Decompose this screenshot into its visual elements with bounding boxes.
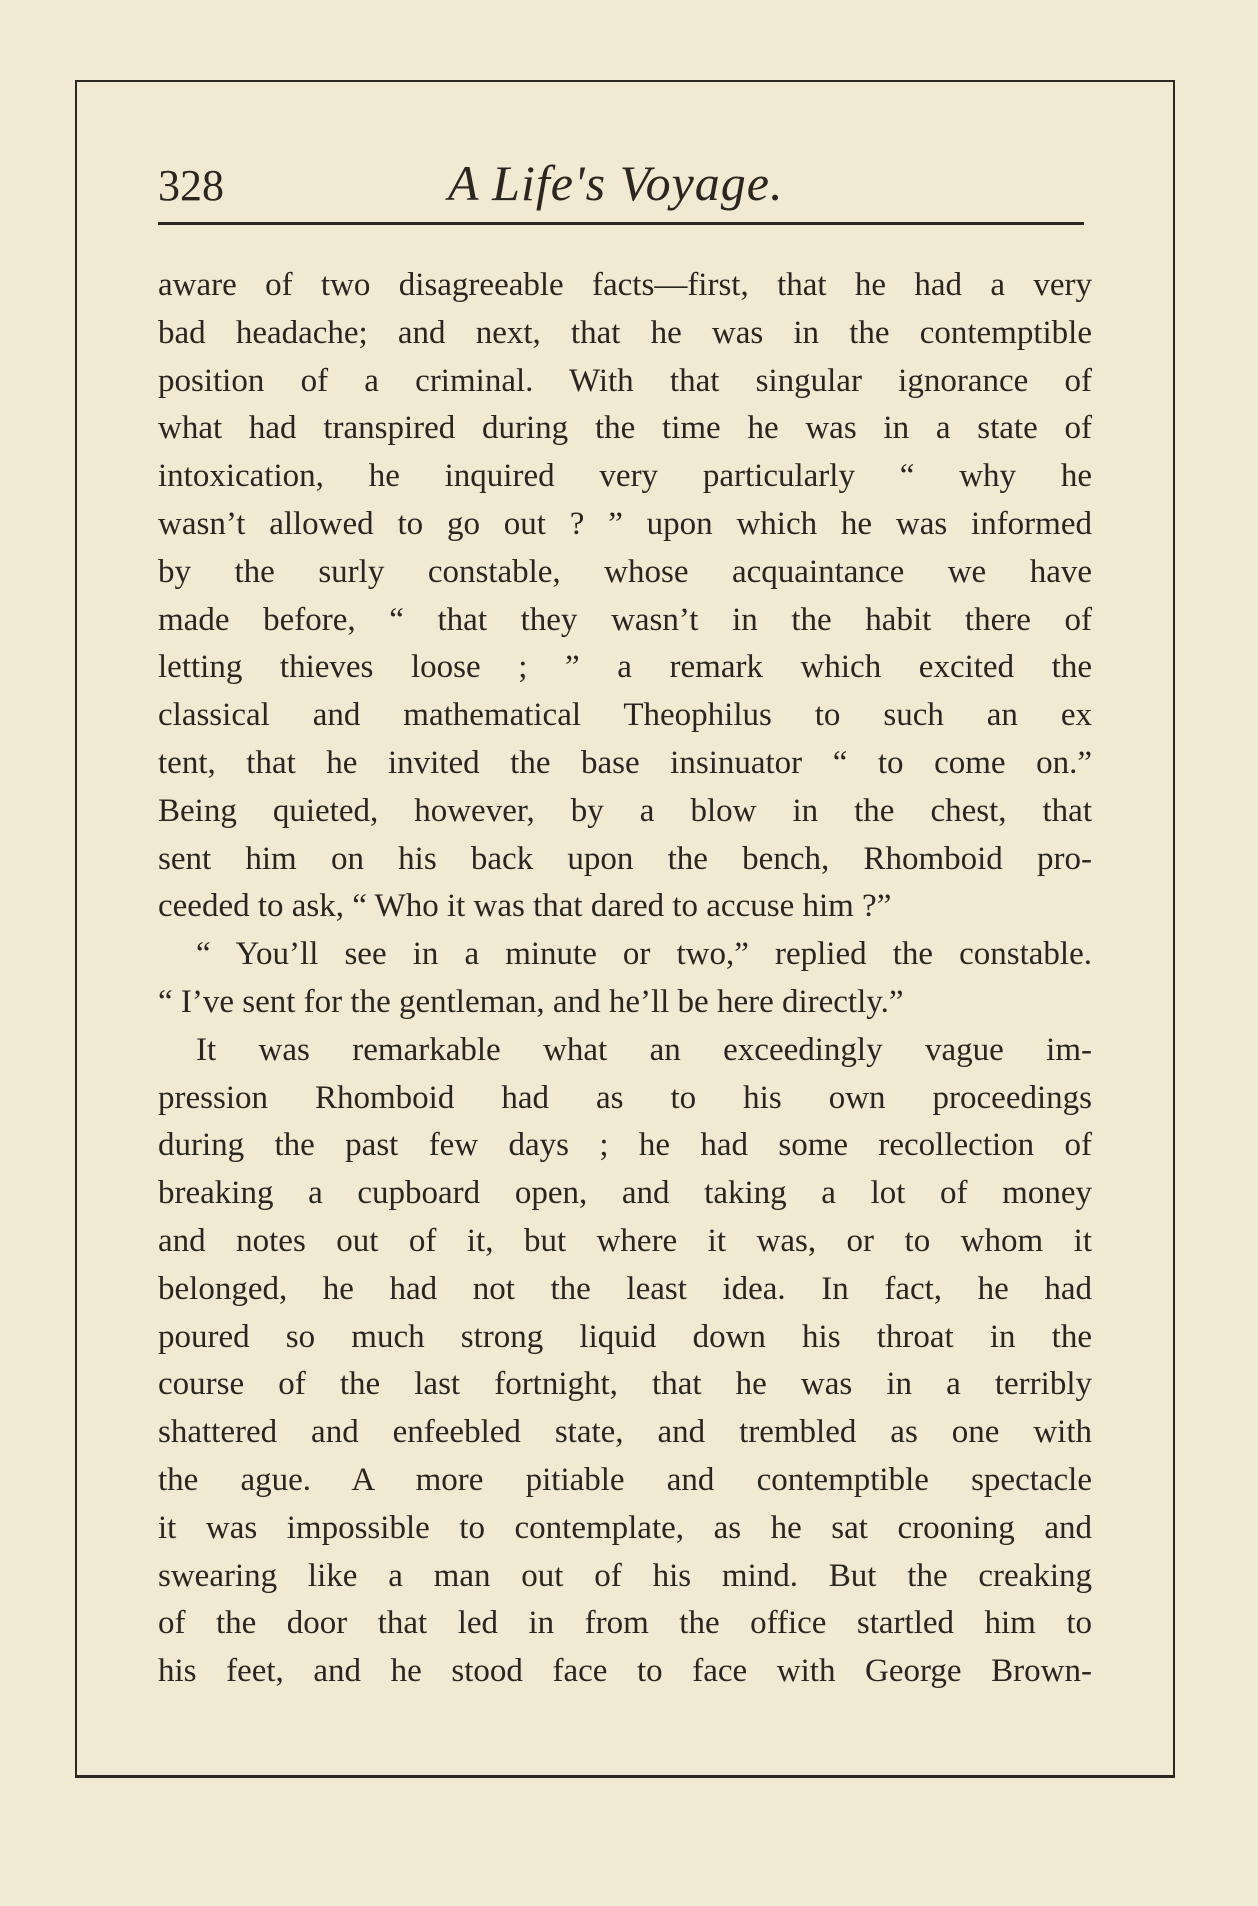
- text-line: during the past few days ; he had some recollection of: [158, 1127, 1092, 1164]
- text-line: “ You’ll see in a minute or two,” replied the constable.: [196, 936, 1092, 973]
- text-line: position of a criminal. With that singular ignorance of: [158, 362, 1092, 399]
- text-line: what had transpired during the time he was in a state of: [158, 410, 1092, 447]
- text-line: his feet, and he stood face to face with George Brown-: [158, 1653, 1092, 1690]
- text-line: shattered and enfeebled state, and trembled as one with: [158, 1414, 1092, 1451]
- text-line: ceeded to ask, “ Who it was that dared to accuse him ?”: [158, 888, 892, 925]
- running-head: [158, 150, 1084, 222]
- text-line: sent him on his back upon the bench, Rhomboid pro-: [158, 840, 1092, 877]
- text-line: of the door that led in from the office startled him to: [158, 1605, 1092, 1642]
- text-line: letting thieves loose ; ” a remark which excited the: [158, 649, 1092, 686]
- text-line: bad headache; and next, that he was in the contemptible: [158, 314, 1092, 351]
- text-line: and notes out of it, but where it was, or to whom it: [158, 1222, 1092, 1259]
- text-line: classical and mathematical Theophilus to such an ex: [158, 697, 1092, 734]
- text-line: breaking a cupboard open, and taking a lot of money: [158, 1175, 1092, 1212]
- page-number: 328: [158, 161, 224, 210]
- text-line: tent, that he invited the base insinuator “ to come on.”: [158, 744, 1092, 781]
- text-line: aware of two disagreeable facts—first, that he had a very: [158, 267, 1092, 303]
- text-line: made before, “ that they wasn’t in the habit there of: [158, 601, 1092, 638]
- text-line: the ague. A more pitiable and contemptible spectacle: [158, 1461, 1092, 1498]
- text-line: it was impossible to contemplate, as he sat crooning and: [158, 1509, 1092, 1546]
- text-line: “ I’ve sent for the gentleman, and he’ll be here directly.”: [158, 983, 904, 1020]
- body-text: [158, 262, 1092, 1696]
- text-line: pression Rhomboid had as to his own proceedings: [158, 1079, 1092, 1116]
- text-line: by the surly constable, whose acquaintance we have: [158, 553, 1092, 590]
- text-line: It was remarkable what an exceedingly vague im-: [196, 1031, 1092, 1068]
- text-line: course of the last fortnight, that he was in a terribly: [158, 1366, 1092, 1403]
- text-line: poured so much strong liquid down his throat in the: [158, 1318, 1092, 1355]
- text-line: swearing like a man out of his mind. But the creaking: [158, 1557, 1092, 1594]
- text-line: intoxication, he inquired very particularly “ why he: [158, 458, 1092, 495]
- running-title: A Life's Voyage.: [448, 155, 784, 211]
- text-line: belonged, he had not the least idea. In fact, he had: [158, 1270, 1092, 1307]
- text-line: wasn’t allowed to go out ? ” upon which he was informed: [158, 505, 1092, 542]
- header-rule: [158, 222, 1084, 225]
- text-line: Being quieted, however, by a blow in the chest, that: [158, 792, 1092, 829]
